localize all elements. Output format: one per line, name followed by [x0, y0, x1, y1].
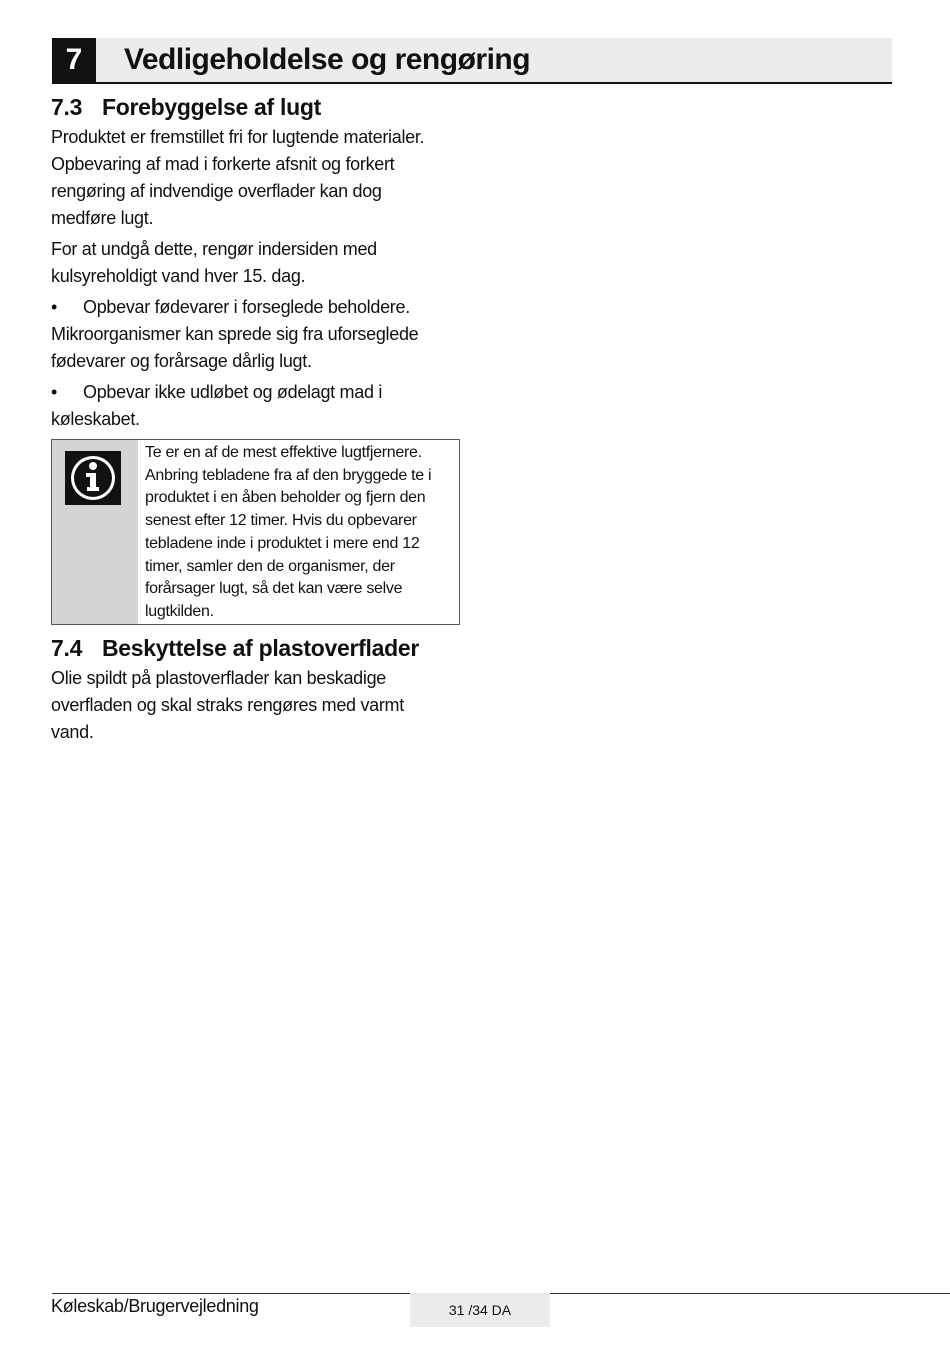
- section-heading-7-4: [51, 633, 451, 663]
- section-heading-7-3: [51, 92, 451, 122]
- bullet-text: Opbevar ikke udløbet og ødelagt mad i køleskabet.: [51, 382, 383, 429]
- bullet-item: [51, 379, 451, 433]
- footer-document-title: Køleskab/Brugervejledning: [51, 1296, 259, 1316]
- bullet-text: Opbevar fødevarer i forseglede beholdere. Mikroorganismer kan sprede sig fra uforseglede fødevarer og forårsage dårlig lugt.: [51, 297, 419, 371]
- info-text: Te er en af de mest effektive lugtfjernere. Anbring tebladene fra af den bryggede te i produktet i en åben beholder og fjern den senest efter 12 timer. Hvis du opbevarer tebladene inde i produktet i mere end 12 timer, samler den de organismer, der forårsager lugt, så det kan være selve lugtkilden.: [145, 444, 432, 620]
- bullet-dot: •: [51, 297, 58, 317]
- section-number: 7.3: [51, 94, 83, 120]
- section-title: Forebyggelse af lugt: [102, 94, 321, 120]
- info-sidebar: [52, 440, 138, 624]
- chapter-title: Vedligeholdelse og rengøring: [124, 43, 531, 76]
- footer-page-number: 31 /34 DA: [410, 1293, 550, 1327]
- bullet-item: [51, 294, 451, 375]
- section-title: Beskyttelse af plastoverflader: [102, 635, 419, 661]
- chapter-header: [52, 38, 892, 84]
- content-column: [51, 92, 451, 750]
- paragraph: Olie spildt på plastoverflader kan beskadige overfladen og skal straks rengøres med varmt vand.: [51, 668, 404, 742]
- chapter-number: 7: [52, 38, 96, 82]
- paragraph: For at undgå dette, rengør indersiden med kulsyreholdigt vand hver 15. dag.: [51, 239, 377, 286]
- info-icon: [65, 451, 121, 505]
- paragraph: Produktet er fremstillet fri for lugtende materialer. Opbevaring af mad i forkerte afsnit og forkert rengøring af indvendige overflader kan dog medføre lugt.: [51, 127, 425, 228]
- info-note: [51, 439, 460, 625]
- bullet-dot: •: [51, 382, 58, 402]
- section-number: 7.4: [51, 635, 83, 661]
